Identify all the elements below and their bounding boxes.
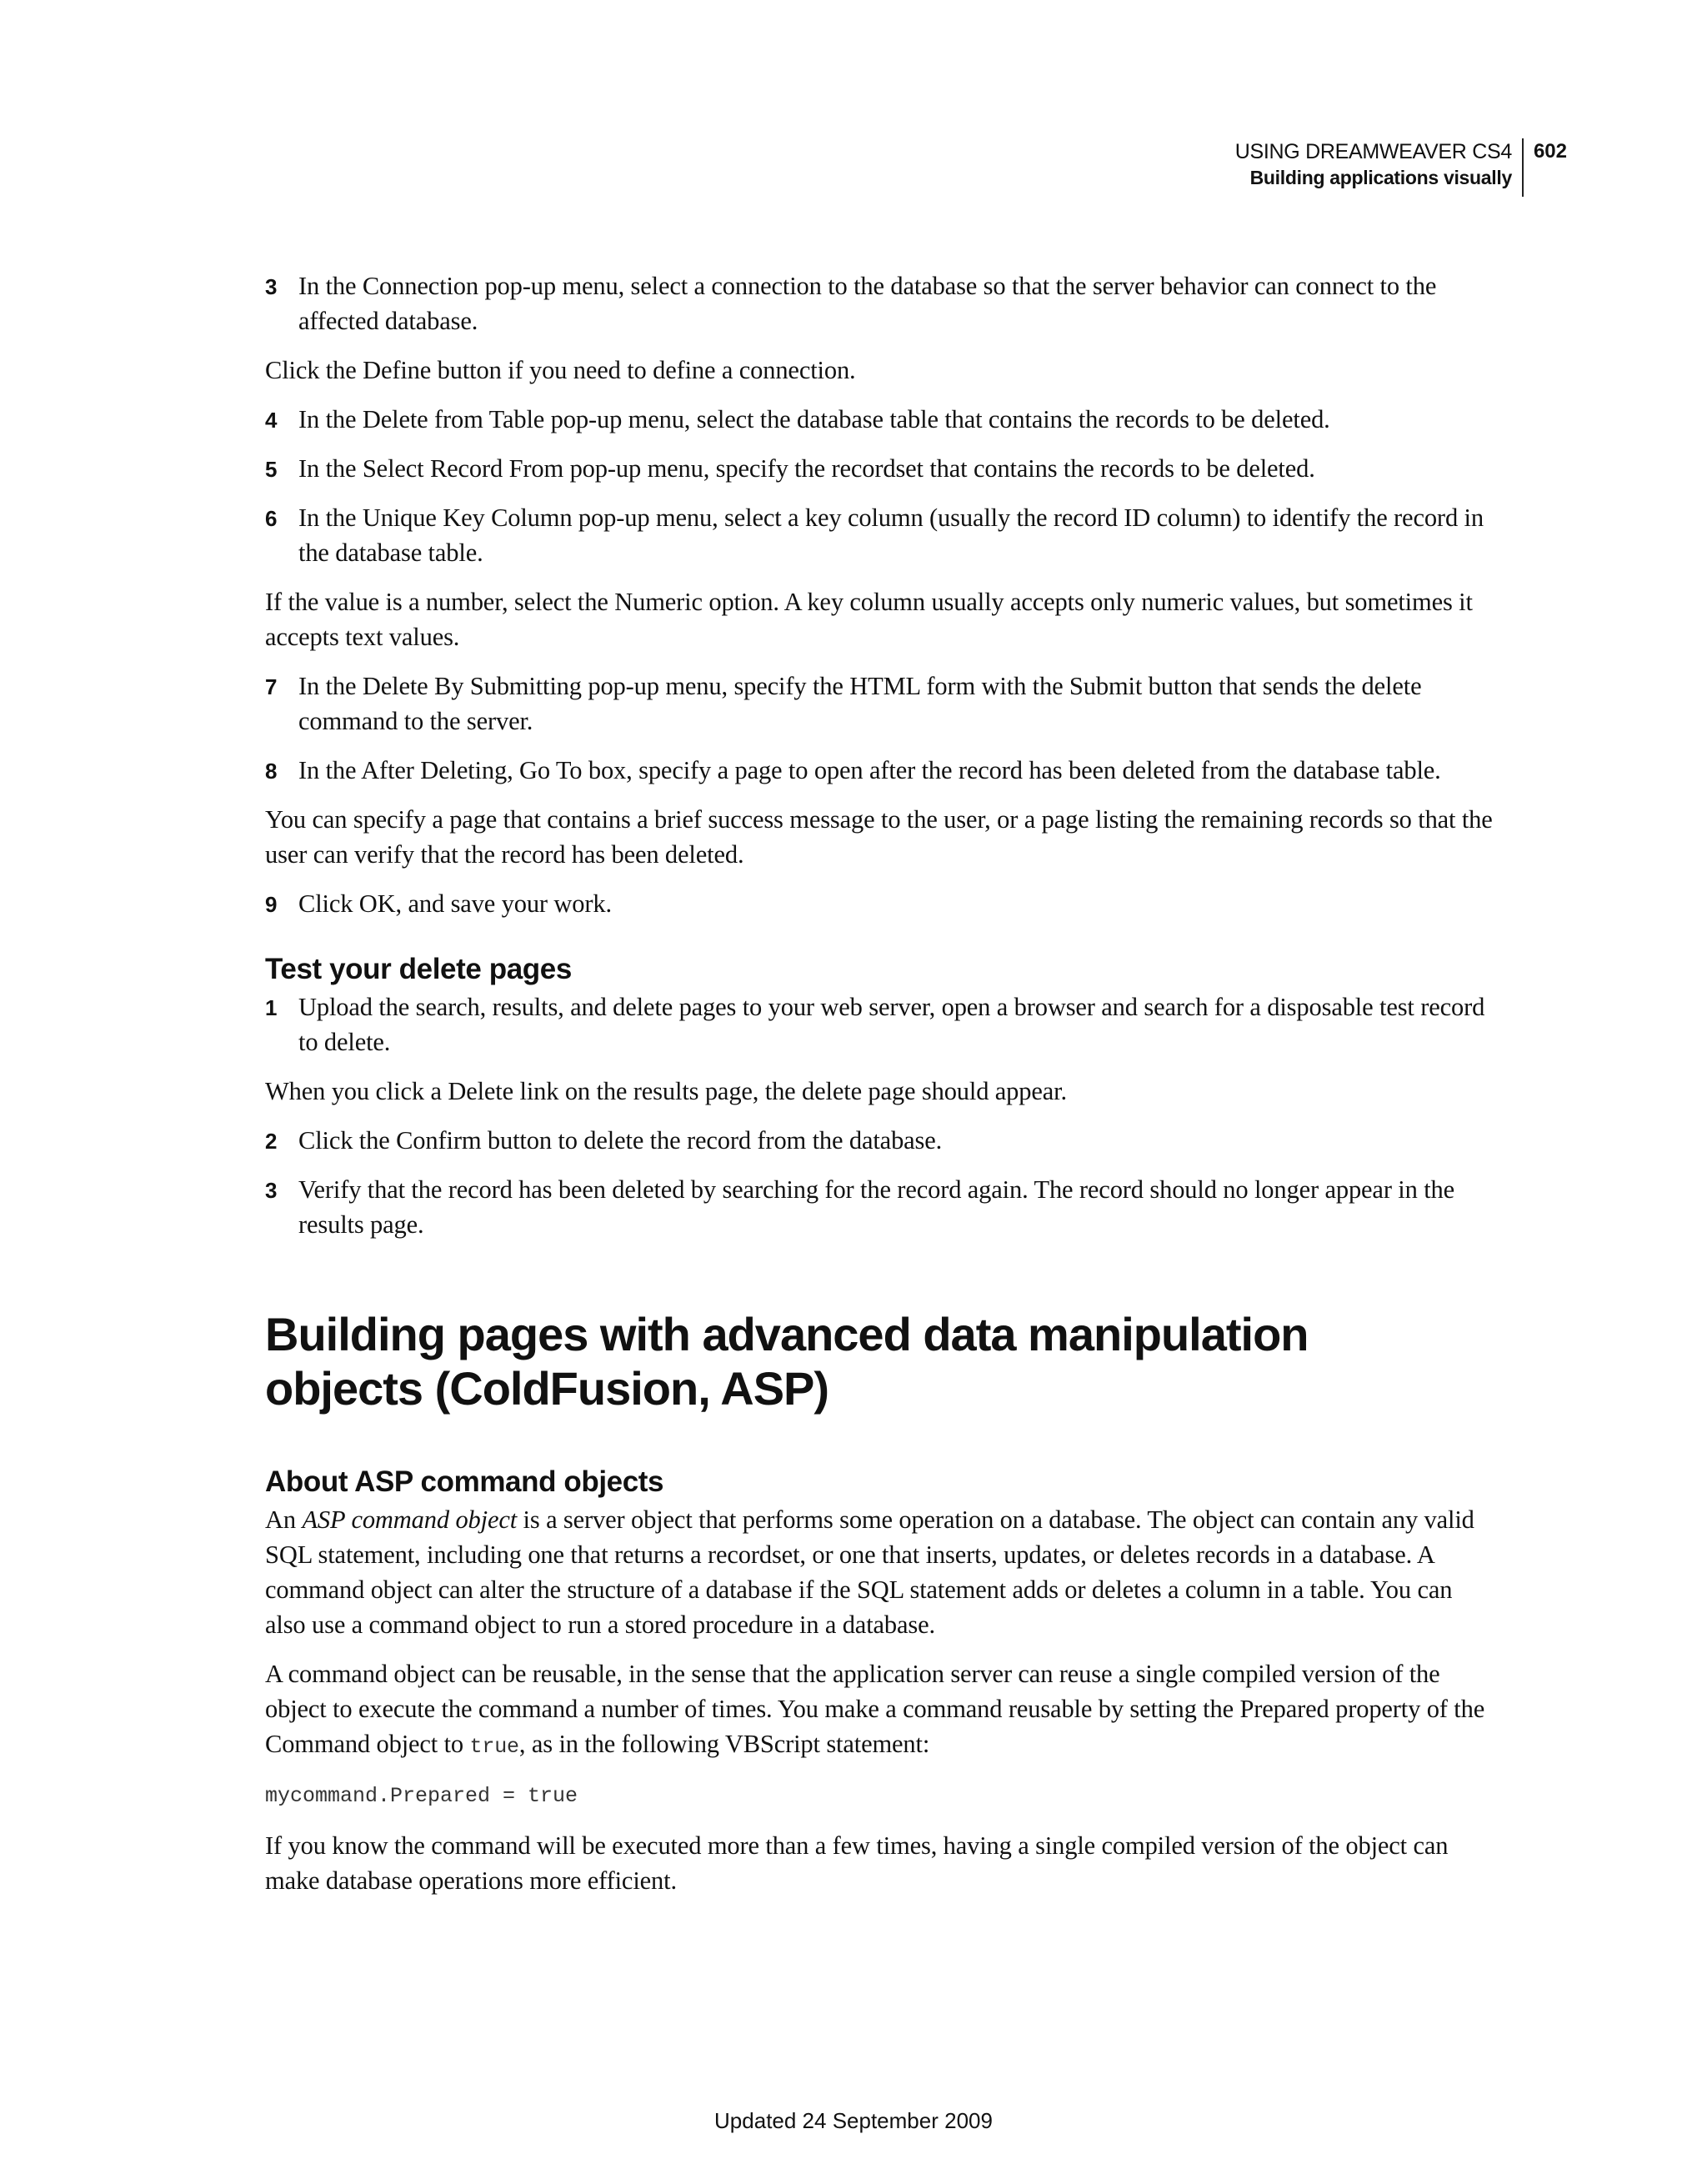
step-number: 3: [265, 1178, 278, 1203]
step-number: 8: [265, 759, 278, 784]
page-number: 602: [1533, 140, 1567, 163]
main-heading-line-1: Building pages with advanced data manipulation: [265, 1308, 1309, 1360]
step-number: 9: [265, 892, 278, 917]
step-item: [265, 500, 1495, 570]
footer-updated: Updated 24 September 2009: [714, 2108, 993, 2133]
text-run: A command object can be reusable, in the sense that the application server can reuse a single compiled version of the object to execute the command a number of times. You make a command reusable by setting the Prepared property of the Command object to: [265, 1660, 1485, 1758]
test-heading: Test your delete pages: [265, 953, 572, 985]
step-number: 3: [265, 274, 278, 299]
book-title: USING DREAMWEAVER CS4: [1234, 140, 1512, 163]
step-number: 1: [265, 995, 278, 1020]
about-heading: About ASP command objects: [265, 1465, 664, 1498]
step-text: In the After Deleting, Go To box, specify a page to open after the record has been deleted from the database table.: [298, 756, 1441, 784]
step-number: 6: [265, 506, 278, 531]
paragraph: If the value is a number, select the Numeric option. A key column usually accepts only numeric values, but sometimes it accepts text values.: [265, 588, 1473, 651]
step-item: [265, 268, 1495, 338]
paragraph: [265, 1656, 1495, 1765]
step-text: Click OK, and save your work.: [298, 889, 612, 918]
paragraph: Click the Define button if you need to define a connection.: [265, 356, 856, 384]
step-item: [265, 753, 1495, 788]
step-item: [265, 886, 1495, 921]
step-item: [265, 1172, 1495, 1242]
step-text: Upload the search, results, and delete pages to your web server, open a browser and search for a disposable test record to delete.: [298, 993, 1485, 1056]
step-item: [265, 402, 1495, 437]
step-item: [265, 451, 1495, 486]
step-text: Click the Confirm button to delete the record from the database.: [298, 1126, 943, 1155]
step-number: 4: [265, 408, 278, 433]
inline-code: true: [469, 1735, 519, 1759]
page-content: [265, 268, 1495, 1912]
paragraph: [265, 1502, 1495, 1642]
paragraph: If you know the command will be executed more than a few times, having a single compiled version of the object can make database operations more efficient.: [265, 1831, 1449, 1895]
step-item: [265, 669, 1495, 739]
step-number: 5: [265, 457, 278, 482]
paragraph: You can specify a page that contains a brief success message to the user, or a page listing the remaining records so that the user can verify that the record has been deleted.: [265, 805, 1493, 869]
step-number: 7: [265, 674, 278, 699]
step-text: In the Delete By Submitting pop-up menu, specify the HTML form with the Submit button that sends the delete command to the server.: [298, 672, 1422, 735]
step-item: [265, 989, 1495, 1059]
emphasized-term: ASP command object: [302, 1505, 518, 1534]
text-run: , as in the following VBScript statement:: [518, 1730, 930, 1758]
text-run: is a server object that performs some operation on a database. The object can contain any valid SQL statement, including one that returns a recordset, or one that inserts, updates, or deletes records in a database. A command object can alter the structure of a database if the SQL statement adds or deletes a column in a table. You can also use a command object to run a stored procedure in a database.: [265, 1505, 1474, 1639]
main-heading: [265, 1307, 1495, 1415]
step-text: In the Delete from Table pop-up menu, select the database table that contains the records to be deleted.: [298, 405, 1330, 433]
step-number: 2: [265, 1129, 278, 1154]
step-text: Verify that the record has been deleted by searching for the record again. The record should no longer appear in the results page.: [298, 1175, 1455, 1239]
step-item: [265, 1123, 1495, 1158]
running-header: [1235, 138, 1567, 197]
code-block: mycommand.Prepared = true: [265, 1784, 578, 1808]
paragraph: When you click a Delete link on the results page, the delete page should appear.: [265, 1077, 1067, 1105]
section-title: Building applications visually: [1249, 167, 1512, 188]
text-run: An: [265, 1505, 303, 1534]
header-titles: [1235, 138, 1524, 197]
step-text: In the Unique Key Column pop-up menu, select a key column (usually the record ID column) to identify the record in the database table.: [298, 503, 1484, 567]
main-heading-line-2: objects (ColdFusion, ASP): [265, 1362, 829, 1415]
step-text: In the Select Record From pop-up menu, specify the recordset that contains the records to be deleted.: [298, 454, 1315, 483]
step-text: In the Connection pop-up menu, select a connection to the database so that the server behavior can connect to the affected database.: [298, 272, 1437, 335]
